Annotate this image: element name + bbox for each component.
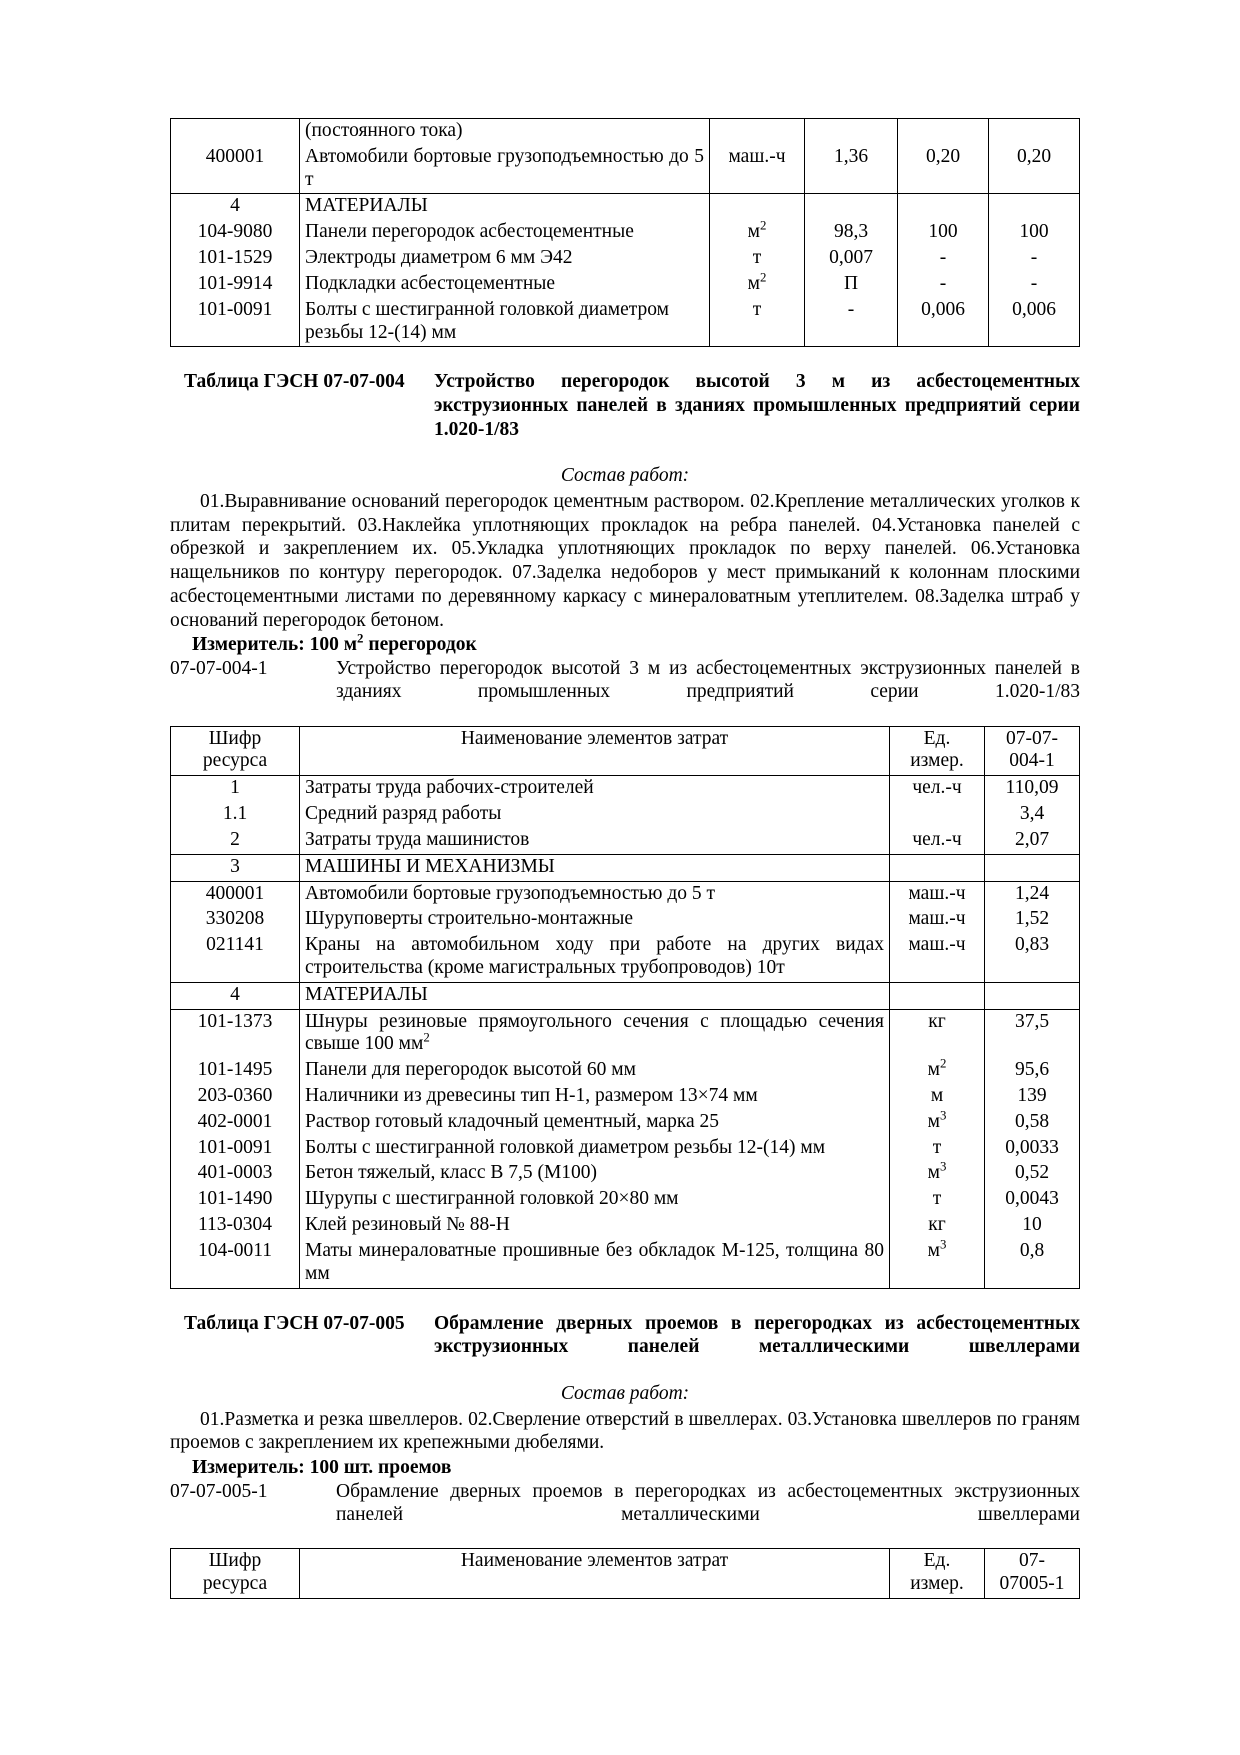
norm-item-005-1 bbox=[170, 1480, 1080, 1526]
cell-value: 3,4 bbox=[985, 802, 1080, 828]
cell-name: Шуруповерты строительно-монтажные bbox=[300, 907, 890, 933]
cell-value-1: 0,007 bbox=[805, 246, 898, 272]
table-heading-label: Таблица ГЭСН 07-07-005 bbox=[184, 1312, 405, 1334]
cell-unit bbox=[710, 194, 805, 220]
izmeritel-text: Измеритель: 100 $м^2$ перегородок bbox=[192, 631, 477, 656]
table-row-section bbox=[171, 194, 1080, 220]
cell-value: 0,58 bbox=[985, 1110, 1080, 1136]
cell-value: 110,09 bbox=[985, 776, 1080, 802]
col-header-value: 07- 07005-1 bbox=[985, 1549, 1080, 1599]
cell-unit bbox=[890, 854, 985, 881]
norm-item-text: Обрамление дверных проемов в перегородках из асбестоцементных экструзионных панелей металлическими швеллерами bbox=[336, 1481, 1080, 1526]
cell-code: 401-0003 bbox=[171, 1161, 300, 1187]
table-row bbox=[171, 1009, 1080, 1058]
cell-name: Раствор готовый кладочный цементный, марка 25 bbox=[300, 1110, 890, 1136]
continued-table-body bbox=[171, 119, 1080, 347]
cell-value-2 bbox=[898, 119, 989, 145]
cell-value-1 bbox=[805, 194, 898, 220]
cell-value: 1,24 bbox=[985, 881, 1080, 907]
table-row bbox=[171, 828, 1080, 854]
sostav-rabot-text-005: 01.Разметка и резка швеллеров. 02.Сверление отверстий в швеллерах. 03.Установка швеллеров по граням проемов с закреплением их крепежными дюбелями. bbox=[170, 1408, 1080, 1454]
cell-value: 2,07 bbox=[985, 828, 1080, 854]
continued-resource-table bbox=[170, 118, 1080, 347]
cell-name: Болты с шестигранной головкой диаметром резьбы 12-(14) мм bbox=[300, 1136, 890, 1162]
cell-unit: кг bbox=[890, 1009, 985, 1058]
cell-code: 400001 bbox=[171, 881, 300, 907]
cell-name: Болты с шестигранной головкой диаметром резьбы 12-(14) мм bbox=[300, 298, 710, 347]
izmeritel-004 bbox=[170, 631, 1080, 656]
cell-code: 101-1373 bbox=[171, 1009, 300, 1058]
cell-unit: кг bbox=[890, 1213, 985, 1239]
cell-unit: $м^2$ bbox=[710, 272, 805, 298]
table-row bbox=[171, 776, 1080, 802]
cell-value-2: 0,20 bbox=[898, 145, 989, 194]
cell-code: 1.1 bbox=[171, 802, 300, 828]
cell-unit: т bbox=[710, 246, 805, 272]
resource-table-body bbox=[171, 776, 1080, 1288]
cell-name: Автомобили бортовые грузоподъемностью до 5 т bbox=[300, 145, 710, 194]
table-heading-title: Обрамление дверных проемов в перегородках из асбестоцементных экструзионных панелей металлическими швеллерами bbox=[434, 1312, 1080, 1358]
table-heading-title: Устройство перегородок высотой 3 м из асбестоцементных экструзионных панелей в зданиях промышленных предприятий серии 1.020-1/83 bbox=[434, 371, 1080, 440]
table-row bbox=[171, 1084, 1080, 1110]
cell-unit: $м^3$ bbox=[890, 1161, 985, 1187]
sostav-rabot-label-004: Состав работ: bbox=[560, 465, 690, 487]
cell-unit: $м^3$ bbox=[890, 1110, 985, 1136]
cell-value: 0,8 bbox=[985, 1239, 1080, 1288]
sostav-rabot-label-005: Состав работ: bbox=[560, 1382, 690, 1404]
cell-value-3: 0,20 bbox=[989, 145, 1080, 194]
cell-name: Электроды диаметром 6 мм Э42 bbox=[300, 246, 710, 272]
cell-name: Шурупы с шестигранной головкой 20×80 мм bbox=[300, 1187, 890, 1213]
cell-code: 021141 bbox=[171, 933, 300, 982]
cell-code: 330208 bbox=[171, 907, 300, 933]
table-row bbox=[171, 881, 1080, 907]
table-row bbox=[171, 298, 1080, 347]
cell-name: МАТЕРИАЛЫ bbox=[300, 982, 890, 1009]
cell-unit: т bbox=[890, 1136, 985, 1162]
cell-name: Краны на автомобильном ходу при работе на других видах строительства (кроме магистральных трубопроводов) 10т bbox=[300, 933, 890, 982]
cell-value-3: - bbox=[989, 246, 1080, 272]
cell-code: 101-1529 bbox=[171, 246, 300, 272]
cell-value: 0,83 bbox=[985, 933, 1080, 982]
table-row bbox=[171, 1058, 1080, 1084]
cell-unit bbox=[890, 802, 985, 828]
table-row bbox=[171, 907, 1080, 933]
cell-value-3 bbox=[989, 194, 1080, 220]
table-row bbox=[171, 1136, 1080, 1162]
col-header-unit: Ед. измер. bbox=[890, 726, 985, 776]
cell-value-3 bbox=[989, 119, 1080, 145]
cell-value bbox=[985, 854, 1080, 881]
col-header-code: Шифр ресурса bbox=[171, 726, 300, 776]
cell-code: 104-9080 bbox=[171, 220, 300, 246]
table-row bbox=[171, 1110, 1080, 1136]
col-header-unit: Ед. измер. bbox=[890, 1549, 985, 1599]
cell-unit: т bbox=[890, 1187, 985, 1213]
cell-code: 4 bbox=[171, 982, 300, 1009]
table-row bbox=[171, 145, 1080, 194]
cell-unit: $м^2$ bbox=[710, 220, 805, 246]
cell-name: Клей резиновый № 88-Н bbox=[300, 1213, 890, 1239]
cell-unit: $м^2$ bbox=[890, 1058, 985, 1084]
cell-unit: маш.-ч bbox=[890, 881, 985, 907]
cell-name: Шнуры резиновые прямоугольного сечения с площадью сечения свыше 100 $мм^2$ bbox=[300, 1009, 890, 1058]
cell-unit: м bbox=[890, 1084, 985, 1110]
cell-unit bbox=[710, 119, 805, 145]
cell-value bbox=[985, 982, 1080, 1009]
cell-value-3: - bbox=[989, 272, 1080, 298]
cell-unit: $м^3$ bbox=[890, 1239, 985, 1288]
table-row bbox=[171, 246, 1080, 272]
sostav-rabot-text-004: 01.Выравнивание оснований перегородок цементным раствором. 02.Крепление металлических уголков к плитам перекрытий. 03.Наклейка уплотняющих прокладок на ребра панелей. 04.Установка панелей с обрезкой и закреплением их. 05.Укладка уплотняющих прокладок по верху панелей. 06.Установка нащельников по контуру перегородок. 07.Заделка недоборов у мест примыканий к колоннам плоскими асбестоцементными листами по деревянному каркасу с минераловатным утеплителем. 08.Заделка штраб у оснований перегородок бетоном. bbox=[170, 491, 1080, 631]
cell-code: 2 bbox=[171, 828, 300, 854]
cell-value-3: 100 bbox=[989, 220, 1080, 246]
cell-code: 101-1495 bbox=[171, 1058, 300, 1084]
cell-code: 101-0091 bbox=[171, 1136, 300, 1162]
cell-value-1 bbox=[805, 119, 898, 145]
cell-value: 1,52 bbox=[985, 907, 1080, 933]
cell-value-2: 0,006 bbox=[898, 298, 989, 347]
cell-value-2 bbox=[898, 194, 989, 220]
table-row bbox=[171, 119, 1080, 145]
cell-value-1: 1,36 bbox=[805, 145, 898, 194]
col-header-value: 07-07- 004-1 bbox=[985, 726, 1080, 776]
cell-value-3: 0,006 bbox=[989, 298, 1080, 347]
cell-value: 95,6 bbox=[985, 1058, 1080, 1084]
cell-name: МАТЕРИАЛЫ bbox=[300, 194, 710, 220]
table-row bbox=[171, 802, 1080, 828]
norm-item-text: Устройство перегородок высотой 3 м из асбестоцементных экструзионных панелей в зданиях промышленных предприятий серии 1.020-1/83 bbox=[336, 658, 1080, 703]
table-row bbox=[171, 933, 1080, 982]
cell-unit: чел.-ч bbox=[890, 828, 985, 854]
cell-unit bbox=[890, 982, 985, 1009]
cell-value-1: П bbox=[805, 272, 898, 298]
cell-code: 402-0001 bbox=[171, 1110, 300, 1136]
norm-item-code: 07-07-005-1 bbox=[170, 1481, 268, 1503]
cell-unit: т bbox=[710, 298, 805, 347]
table-row bbox=[171, 1239, 1080, 1288]
norm-item-code: 07-07-004-1 bbox=[170, 658, 268, 680]
cell-code: 104-0011 bbox=[171, 1239, 300, 1288]
cell-name: Затраты труда рабочих-строителей bbox=[300, 776, 890, 802]
cell-name: МАШИНЫ И МЕХАНИЗМЫ bbox=[300, 854, 890, 881]
table-heading-004 bbox=[170, 370, 1080, 441]
cell-value-2: 100 bbox=[898, 220, 989, 246]
cell-code: 113-0304 bbox=[171, 1213, 300, 1239]
norm-item-004-1 bbox=[170, 657, 1080, 703]
cell-name: Средний разряд работы bbox=[300, 802, 890, 828]
table-row bbox=[171, 220, 1080, 246]
cell-name: Подкладки асбестоцементные bbox=[300, 272, 710, 298]
cell-value-1: - bbox=[805, 298, 898, 347]
cell-code: 3 bbox=[171, 854, 300, 881]
col-header-name: Наименование элементов затрат bbox=[300, 1549, 890, 1599]
cell-name: Панели перегородок асбестоцементные bbox=[300, 220, 710, 246]
cell-name: Автомобили бортовые грузоподъемностью до 5 т bbox=[300, 881, 890, 907]
cell-unit: чел.-ч bbox=[890, 776, 985, 802]
resource-table-005-1 bbox=[170, 1548, 1080, 1599]
cell-name: Наличники из древесины тип Н-1, размером 13×74 мм bbox=[300, 1084, 890, 1110]
cell-value-1: 98,3 bbox=[805, 220, 898, 246]
cell-unit: маш.-ч bbox=[890, 933, 985, 982]
cell-unit: маш.-ч bbox=[710, 145, 805, 194]
cell-name: Панели для перегородок высотой 60 мм bbox=[300, 1058, 890, 1084]
cell-value: 10 bbox=[985, 1213, 1080, 1239]
cell-value: 0,0033 bbox=[985, 1136, 1080, 1162]
table-row-section bbox=[171, 982, 1080, 1009]
bottom-table-head bbox=[171, 1549, 1080, 1599]
cell-unit: маш.-ч bbox=[890, 907, 985, 933]
col-header-code: Шифр ресурса bbox=[171, 1549, 300, 1599]
table-row bbox=[171, 1213, 1080, 1239]
izmeritel-005: Измеритель: 100 шт. проемов bbox=[192, 1457, 452, 1479]
table-row bbox=[171, 1187, 1080, 1213]
cell-value: 0,52 bbox=[985, 1161, 1080, 1187]
cell-value: 0,0043 bbox=[985, 1187, 1080, 1213]
cell-code: 101-9914 bbox=[171, 272, 300, 298]
cell-code: 4 bbox=[171, 194, 300, 220]
cell-code: 1 bbox=[171, 776, 300, 802]
resource-table-head bbox=[171, 726, 1080, 776]
cell-code: 203-0360 bbox=[171, 1084, 300, 1110]
cell-code: 400001 bbox=[171, 145, 300, 194]
cell-value-2: - bbox=[898, 272, 989, 298]
cell-value-2: - bbox=[898, 246, 989, 272]
table-header-row bbox=[171, 726, 1080, 776]
page-content bbox=[170, 118, 1080, 1599]
cell-name: Маты минераловатные прошивные без обкладок М-125, толщина 80 мм bbox=[300, 1239, 890, 1288]
resource-table-004-1 bbox=[170, 726, 1080, 1289]
cell-code: 101-1490 bbox=[171, 1187, 300, 1213]
cell-name: Затраты труда машинистов bbox=[300, 828, 890, 854]
table-row bbox=[171, 1161, 1080, 1187]
col-header-name: Наименование элементов затрат bbox=[300, 726, 890, 776]
cell-name: Бетон тяжелый, класс В 7,5 (М100) bbox=[300, 1161, 890, 1187]
cell-name: (постоянного тока) bbox=[300, 119, 710, 145]
table-row bbox=[171, 272, 1080, 298]
table-heading-label: Таблица ГЭСН 07-07-004 bbox=[184, 371, 405, 393]
cell-code bbox=[171, 119, 300, 145]
cell-value: 37,5 bbox=[985, 1009, 1080, 1058]
cell-code: 101-0091 bbox=[171, 298, 300, 347]
table-header-row bbox=[171, 1549, 1080, 1599]
table-heading-005 bbox=[170, 1312, 1080, 1359]
table-row-section bbox=[171, 854, 1080, 881]
cell-value: 139 bbox=[985, 1084, 1080, 1110]
